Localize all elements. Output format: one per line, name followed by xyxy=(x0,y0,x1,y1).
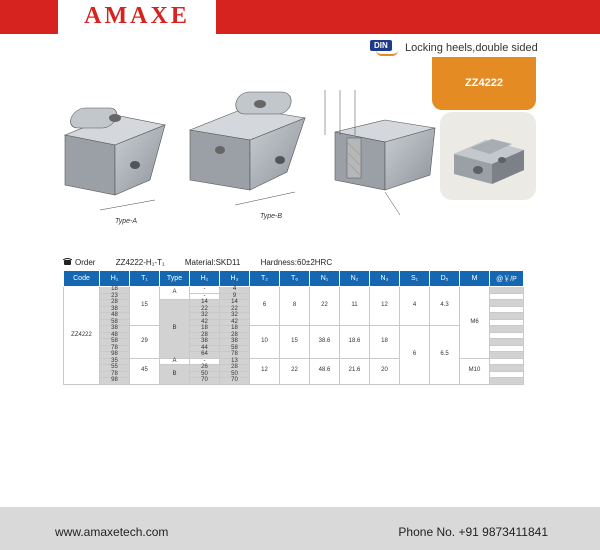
t2-cell: 6 xyxy=(250,287,280,326)
h3-cell: 42 xyxy=(220,319,250,326)
t6-cell: 15 xyxy=(280,326,310,359)
hardness: Hardness:60±2HRC xyxy=(260,258,333,267)
type-b-block xyxy=(190,92,305,205)
h3-cell: 70 xyxy=(220,378,250,385)
h1-cell: 38 xyxy=(100,306,130,313)
h2-cell: 44 xyxy=(190,345,220,352)
header-bar xyxy=(0,0,600,34)
h1-cell: 98 xyxy=(100,352,130,359)
col-header: H₁ xyxy=(100,271,130,287)
col-header: N₂ xyxy=(340,271,370,287)
n1-cell: 22 xyxy=(310,287,340,326)
col-header: Type xyxy=(160,271,190,287)
product-code: ZZ4222 xyxy=(465,77,503,89)
type-cell: B xyxy=(160,300,190,359)
t6-cell: 22 xyxy=(280,358,310,384)
col-header: N₃ xyxy=(370,271,400,287)
col-header: M xyxy=(460,271,490,287)
h2-cell: 28 xyxy=(190,332,220,339)
h2-cell: 42 xyxy=(190,319,220,326)
phone-icon xyxy=(63,258,72,265)
table-row xyxy=(64,326,524,333)
h1-cell: 58 xyxy=(100,319,130,326)
h3-cell: 28 xyxy=(220,332,250,339)
type-a-block xyxy=(65,108,165,210)
t6-cell: 8 xyxy=(280,287,310,326)
h3-cell: 58 xyxy=(220,345,250,352)
h2-cell: 18 xyxy=(190,326,220,333)
table-row xyxy=(64,287,524,294)
h2-cell: 64 xyxy=(190,352,220,359)
section-view xyxy=(325,90,435,215)
table-header-row xyxy=(64,271,524,287)
product-title: Locking heels,double sided xyxy=(405,42,538,54)
type-b-label: Type-B xyxy=(260,213,283,220)
h3-cell: 32 xyxy=(220,313,250,320)
h3-cell: 13 xyxy=(220,358,250,365)
product-photo xyxy=(440,112,536,200)
type-a-label: Type-A xyxy=(115,218,138,225)
n2-cell: 18.6 xyxy=(340,326,370,359)
h2-cell: 38 xyxy=(190,339,220,346)
n3-cell: 18 xyxy=(370,326,400,359)
n1-cell: 38.6 xyxy=(310,326,340,359)
h1-cell: 18 xyxy=(100,287,130,294)
h2-cell: - xyxy=(190,358,220,365)
m-cell: M10 xyxy=(460,358,490,384)
col-header: N₁ xyxy=(310,271,340,287)
h2-cell: - xyxy=(190,293,220,300)
h3-cell: 14 xyxy=(220,300,250,307)
h3-cell: 28 xyxy=(220,365,250,372)
t1-cell: 45 xyxy=(130,358,160,384)
h3-cell: 4 xyxy=(220,287,250,294)
spec-table xyxy=(63,270,524,385)
col-header: @￥/P xyxy=(490,271,524,287)
website-link[interactable]: www.amaxetech.com xyxy=(55,525,169,539)
order-code: ZZ4222-H₁-T₁ xyxy=(115,258,165,267)
order-label: Order xyxy=(75,258,96,267)
h3-cell: 9 xyxy=(220,293,250,300)
h1-cell: 48 xyxy=(100,313,130,320)
h3-cell: 50 xyxy=(220,371,250,378)
h3-cell: 18 xyxy=(220,326,250,333)
n2-cell: 11 xyxy=(340,287,370,326)
h1-cell: 78 xyxy=(100,345,130,352)
h1-cell: 48 xyxy=(100,332,130,339)
h3-cell: 78 xyxy=(220,352,250,359)
n3-cell: 12 xyxy=(370,287,400,326)
t2-cell: 12 xyxy=(250,358,280,384)
phone-number: Phone No. +91 9873411841 xyxy=(398,525,548,539)
h3-cell: 38 xyxy=(220,339,250,346)
n2-cell: 21.6 xyxy=(340,358,370,384)
h2-cell: 26 xyxy=(190,365,220,372)
h1-cell: 28 xyxy=(100,300,130,307)
din-badge: DIN xyxy=(370,40,392,51)
t1-cell: 29 xyxy=(130,326,160,359)
material: Material:SKD11 xyxy=(184,258,241,267)
d5-cell: 6.5 xyxy=(430,326,460,385)
s1-cell: 4 xyxy=(400,287,430,326)
col-header: T₆ xyxy=(280,271,310,287)
col-header: H₃ xyxy=(220,271,250,287)
h2-cell: 70 xyxy=(190,378,220,385)
h1-cell: 23 xyxy=(100,293,130,300)
n3-cell: 20 xyxy=(370,358,400,384)
price-cell xyxy=(490,378,524,385)
h1-cell: 35 xyxy=(100,358,130,365)
t1-cell: 15 xyxy=(130,287,160,326)
h2-cell: 50 xyxy=(190,371,220,378)
h2-cell: 32 xyxy=(190,313,220,320)
d5-cell: 4.3 xyxy=(430,287,460,326)
type-cell: B xyxy=(160,365,190,385)
n1-cell: 48.6 xyxy=(310,358,340,384)
h1-cell: 58 xyxy=(100,339,130,346)
h3-cell: 22 xyxy=(220,306,250,313)
logo xyxy=(58,0,216,34)
technical-drawing xyxy=(55,80,445,240)
col-header: D₅ xyxy=(430,271,460,287)
type-cell: A xyxy=(160,287,190,300)
s1-cell: 6 xyxy=(400,326,430,385)
logo-text: AMAXE xyxy=(84,3,190,29)
h2-cell: 22 xyxy=(190,306,220,313)
col-header: H₂ xyxy=(190,271,220,287)
col-header: Code xyxy=(64,271,100,287)
h1-cell: 78 xyxy=(100,371,130,378)
t2-cell: 10 xyxy=(250,326,280,359)
product-photo-icon xyxy=(440,112,536,200)
product-code-badge xyxy=(432,57,536,110)
col-header: T₂ xyxy=(250,271,280,287)
m-cell: M6 xyxy=(460,287,490,359)
col-header: T₁ xyxy=(130,271,160,287)
din-swoosh-icon xyxy=(376,50,398,56)
h2-cell: - xyxy=(190,287,220,294)
h1-cell: 98 xyxy=(100,378,130,385)
col-header: S₁ xyxy=(400,271,430,287)
h2-cell: 14 xyxy=(190,300,220,307)
type-cell: A xyxy=(160,358,190,365)
order-line xyxy=(63,258,350,267)
h1-cell: 38 xyxy=(100,326,130,333)
h1-cell: 55 xyxy=(100,365,130,372)
code-cell: ZZ4222 xyxy=(64,287,100,385)
footer xyxy=(0,507,600,550)
